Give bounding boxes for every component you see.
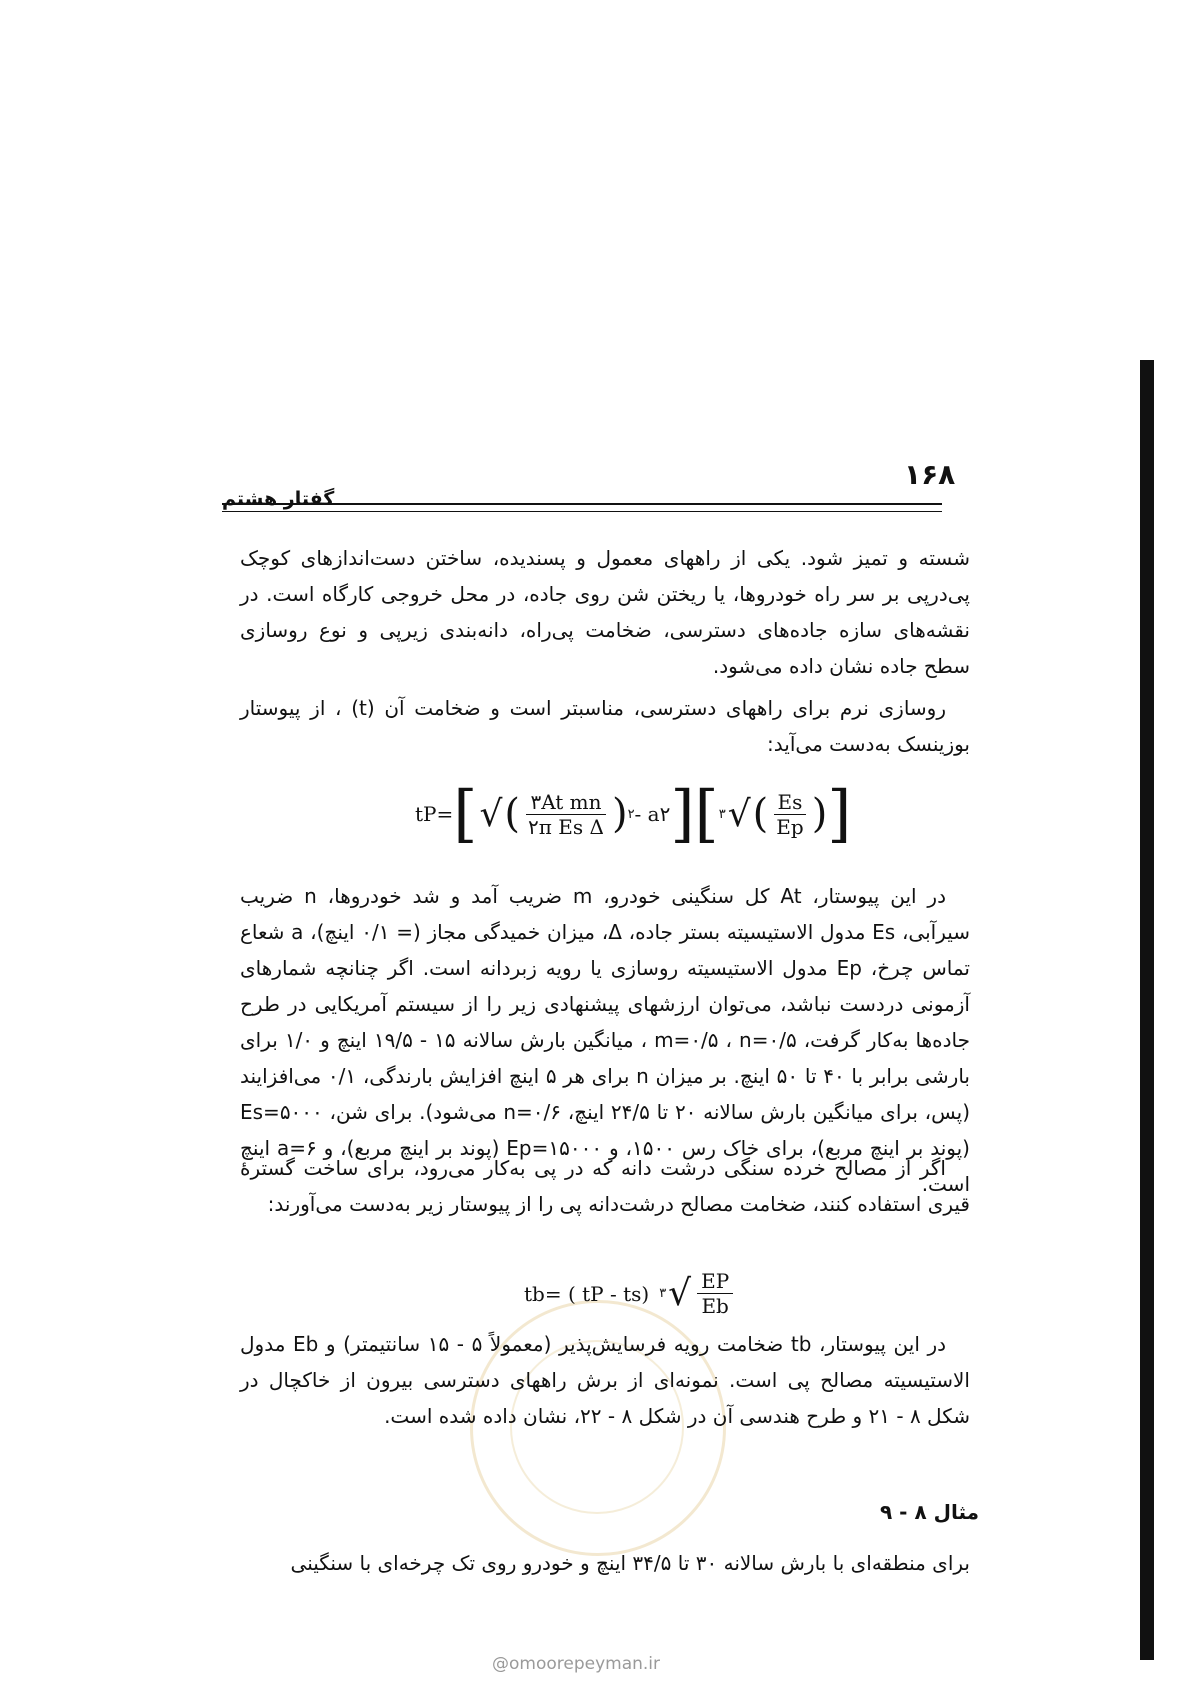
formula1-bracket-close: ] xyxy=(670,777,695,850)
cube-root-symbol-2: √ xyxy=(668,1273,692,1314)
formula2-ratio-num: EP xyxy=(697,1269,733,1294)
paren-close: ) xyxy=(611,791,628,837)
formula1-numerator: ۳At mn xyxy=(526,790,605,815)
formula1-bracket2-open: [ xyxy=(694,777,719,850)
formula2-cube-index: ۳ xyxy=(659,1286,667,1301)
paragraph-5-text: در این پیوستار، tb ضخامت رویه فرسایش‌پذیر (معمولاً ۵ - ۱۵ سانتیمتر) و Eb مدول الاستیسیته مصالح پی است. نمونه‌ای از برش راههای دسترسی بیرون از خاکچال در شکل ۸ - ۲۱ و طرح هندسی آن در شکل ۸ - ۲۲، نشان داده شده است. xyxy=(240,1332,970,1428)
formula1-lhs: tP= xyxy=(415,802,454,826)
paragraph-4 xyxy=(240,1150,970,1222)
formula1-ratio-den: Ep xyxy=(776,814,804,839)
paragraph-4-text: اگر از مصالح خرده سنگی درشت دانه که در پی به‌کار می‌رود، برای ساخت گسترهٔ قیری استفاده کنند، ضخامت مصالح درشت‌دانه پی را از پیوستار زیر به‌دست می‌آورند: xyxy=(240,1156,970,1216)
paragraph-3-text: در این پیوستار، At کل سنگینی خودرو، m ضریب آمد و شد خودروها، n ضریب سیرآبی، Es مدول الاستیسیته بستر جاده، Δ، میزان خمیدگی مجاز (= ۰/۱ اینچ)، a شعاع تماس چرخ، Ep مدول الاستیسیته روسازی یا رویه زبردانه است. اگر چنانچه شمارهای آزمونی دردست نباشد، می‌توان ارزشهای پیشنهادی زیر را از سیستم آمریکایی در طرح جاده‌ها به‌کار گرفت، m=۰/۵ ، n=۰/۵ ، میانگین بارش سالانه ۱۵ - ۱۹/۵ اینچ و ۱/۰ برای بارشی برابر با ۴۰ تا ۵۰ اینچ. بر میزان n برای هر ۵ اینچ افزایش بارندگی، ۰/۱ می‌افزایند (پس، برای میانگین بارش سالانه ۲۰ تا ۲۴/۵ اینچ، n=۰/۶ می‌شود). برای شن، Es=۵۰۰۰ (پوند بر اینچ مربع)، برای خاک رس ۱۵۰۰، و Ep=۱۵۰۰۰ (پوند بر اینچ مربع)، و a=۶ اینچ است. xyxy=(240,884,971,1196)
cube-root-symbol: √ xyxy=(727,793,751,835)
paragraph-6: برای منطقه‌ای با بارش سالانه ۳۰ تا ۳۴/۵ اینچ و خودرو روی تک چرخه‌ای با سنگینی xyxy=(290,1551,970,1575)
sqrt-symbol: √ xyxy=(479,793,503,835)
paren-open: ( xyxy=(504,791,521,837)
paren2-open: ( xyxy=(752,791,769,837)
watermark-site: @omoorepeyman.ir xyxy=(492,1654,661,1674)
paragraph-2 xyxy=(240,690,970,762)
example-title: مثال ۸ - ۹ xyxy=(880,1500,980,1524)
formula1-bracket-open: [ xyxy=(453,777,478,850)
formula1-denominator: ۲π Es Δ xyxy=(528,814,604,839)
formula2-ratio xyxy=(697,1269,733,1318)
header-rule-thin xyxy=(222,511,942,512)
formula2-ratio-den: Eb xyxy=(701,1294,729,1318)
chapter-title: گفتار هشتم xyxy=(222,488,335,510)
header-rule-thick xyxy=(222,503,942,505)
page-edge-bar xyxy=(1140,360,1154,1660)
page-number: ۱۶۸ xyxy=(904,458,956,491)
paren2-close: ) xyxy=(811,791,828,837)
formula1-ratio xyxy=(772,790,807,839)
formula1-bracket2-close: ] xyxy=(827,777,852,850)
formula-boussinesq xyxy=(415,777,852,850)
formula1-cube-index: ۳ xyxy=(718,806,726,822)
formula1-power: ۲ xyxy=(627,806,635,822)
formula1-minus-a: - a۲ xyxy=(634,802,671,826)
paragraph-1: شسته و تمیز شود. یکی از راههای معمول و پسندیده، ساختن دست‌اندازهای کوچک پی‌درپی بر سر راه خودروها، یا ریختن شن روی جاده، در محل خروجی کارگاه است. در نقشه‌های سازه جاده‌های دسترسی، ضخامت پی‌راه، دانه‌بندی زیرپی و نوع روسازی سطح جاده نشان داده می‌شود. xyxy=(240,546,970,678)
formula1-ratio-num: Es xyxy=(774,790,807,815)
formula1-fraction xyxy=(524,790,608,839)
paragraph-2-text: روسازی نرم برای راههای دسترسی، مناسبتر است و ضخامت آن (t) ، از پیوستار بوزینسک به‌دست می‌آید: xyxy=(240,696,970,756)
formula2-lhs: tb= ( tP - ts) xyxy=(524,1281,650,1306)
formula-base-thickness xyxy=(524,1269,737,1318)
paragraph-5 xyxy=(240,1326,970,1434)
